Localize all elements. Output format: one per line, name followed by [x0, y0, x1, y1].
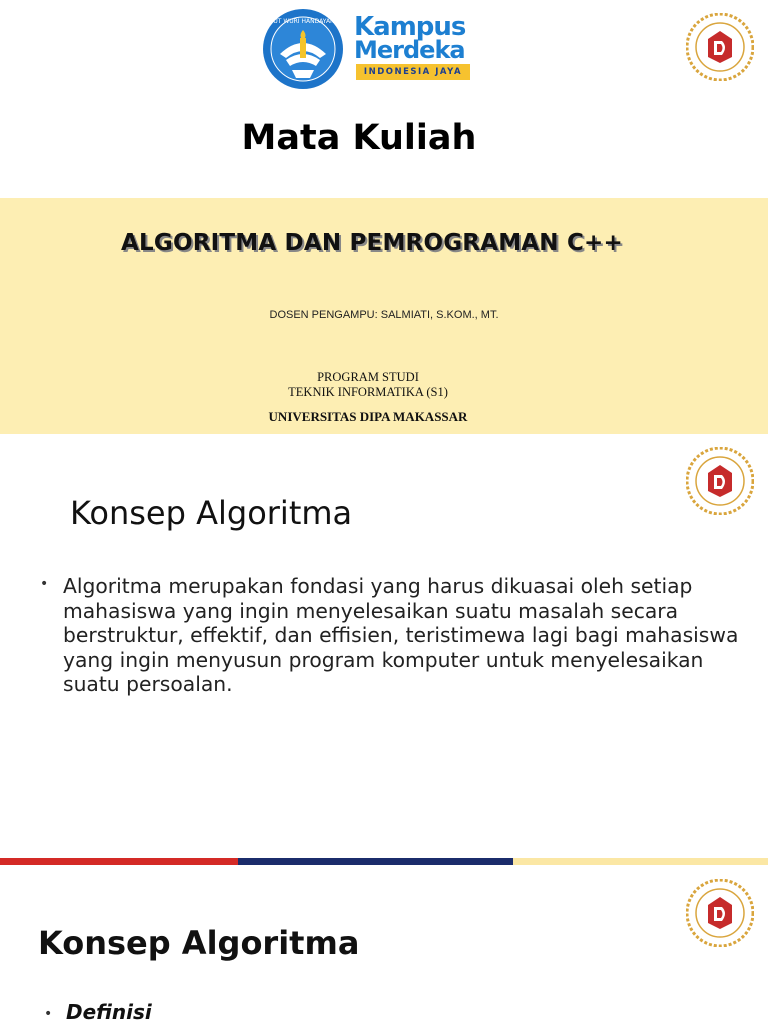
kampus-word: Kampus [354, 12, 466, 42]
university-seal-icon [686, 13, 754, 81]
bullet-marker: • [44, 1006, 53, 1022]
study-program [0, 370, 736, 400]
tut-wuri-text: TUT WURI HANDAYANI [269, 18, 337, 25]
stripe-navy [238, 858, 513, 865]
merdeka-word: Merdeka [354, 36, 465, 64]
bullet-text: Algoritma merupakan fondasi yang harus dikuasai oleh setiap mahasiswa yang ingin menyelesaikan suatu masalah secara berstruktur, effektif, dan effisien, teristimewa lagi bagi mahasiswa yang ingin menyusun program komputer untuk menyelesaikan suatu persoalan. [63, 574, 739, 696]
study-program-name: TEKNIK INFORMATIKA (S1) [288, 385, 448, 399]
university-name: UNIVERSITAS DIPA MAKASSAR [268, 409, 468, 424]
slide-title: Konsep Algoritma [70, 494, 353, 532]
lecturer: DOSEN PENGAMPU: SALMIATI, S.KOM., MT. [269, 309, 499, 321]
study-program-label: PROGRAM STUDI [317, 370, 419, 384]
tut-wuri-handayani-logo [262, 8, 344, 90]
slide-title: Konsep Algoritma [38, 924, 360, 962]
university-seal-icon [686, 879, 754, 947]
kampus-merdeka-logo [350, 12, 474, 82]
indonesia-jaya-tag: INDONESIA JAYA [356, 64, 470, 80]
definition-item: Definisi [66, 1000, 152, 1024]
course-label: Mata Kuliah [241, 118, 477, 158]
stripe-gold [513, 858, 768, 865]
course-title: ALGORITMA DAN PEMROGRAMAN C++ [121, 230, 623, 256]
stripe-red [0, 858, 238, 865]
university-seal-icon [686, 447, 754, 515]
bullet-marker: • [40, 576, 49, 592]
